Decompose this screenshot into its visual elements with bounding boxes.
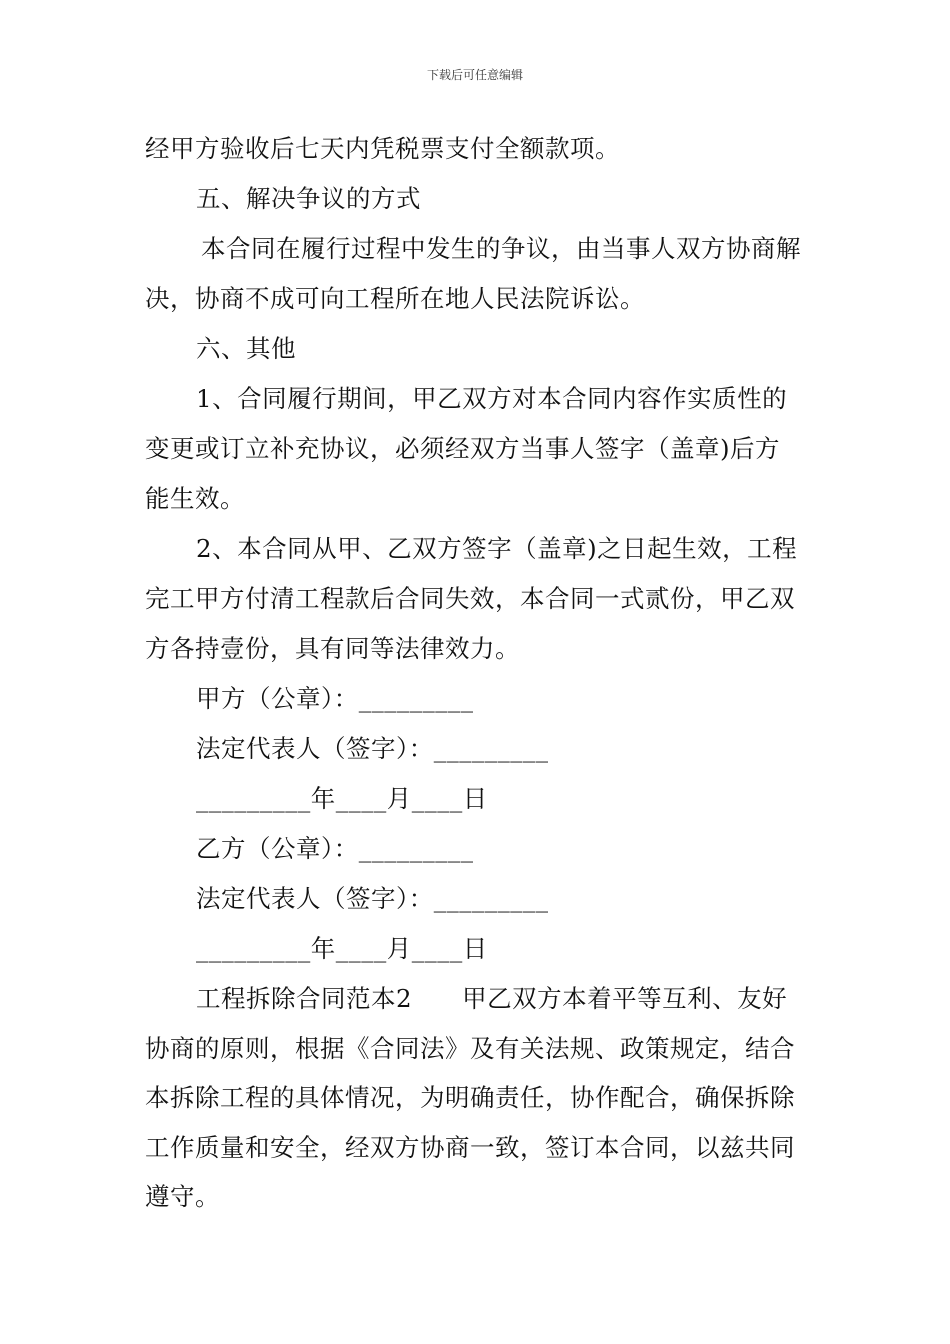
clause-2-paragraph: 2、本合同从甲、乙双方签字（盖章)之日起生效，工程完工甲方付清工程款后合同失效，本合同一式贰份，甲乙双方各持壹份，具有同等法律效力。: [145, 534, 798, 663]
section-heading-dispute: 五、解决争议的方式: [196, 184, 421, 213]
dispute-paragraph: 本合同在履行过程中发生的争议，由当事人双方协商解决，协商不成可向工程所在地人民法院诉讼。: [145, 234, 801, 313]
party-b-seal-line: 乙方（公章）：_________: [196, 834, 474, 863]
section-heading-other: 六、其他: [196, 334, 296, 363]
party-a-representative-line: 法定代表人（签字）：_________: [196, 734, 549, 763]
template-2-intro-paragraph: 工程拆除合同范本2 甲乙双方本着平等互利、友好协商的原则，根据《合同法》及有关法规、政策规定，结合本拆除工程的具体情况，为明确责任，协作配合，确保拆除工作质量和安全，经双方协商一致，签订本合同，以兹共同遵守。: [145, 984, 795, 1211]
party-b-representative-line: 法定代表人（签字）：_________: [196, 884, 549, 913]
payment-paragraph: 经甲方验收后七天内凭税票支付全额款项。: [145, 134, 620, 163]
document-body: [145, 124, 805, 1222]
party-b-date-line: _________年____月____日: [196, 934, 488, 963]
clause-1-paragraph: 1、合同履行期间，甲乙双方对本合同内容作实质性的变更或订立补充协议，必须经双方当事人签字（盖章)后方能生效。: [145, 384, 788, 513]
party-a-date-line: _________年____月____日: [196, 784, 488, 813]
header-note: 下载后可任意编辑: [426, 68, 523, 82]
party-a-seal-line: 甲方（公章）：_________: [196, 684, 474, 713]
